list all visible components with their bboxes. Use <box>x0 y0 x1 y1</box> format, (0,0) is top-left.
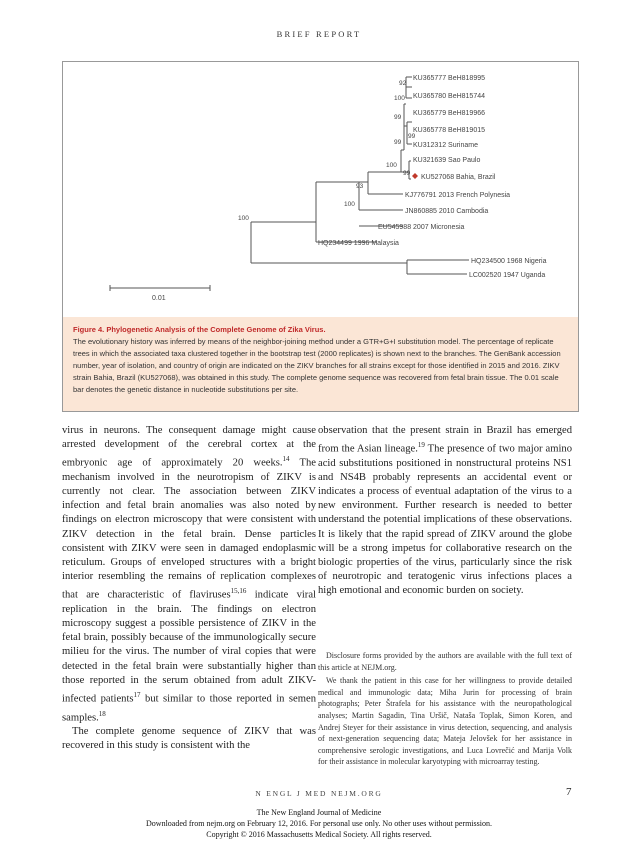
phylogenetic-tree <box>63 62 578 317</box>
bootstrap-value: 99 <box>394 139 402 146</box>
bootstrap-value: 100 <box>344 201 355 208</box>
caption-title: Figure 4. Phylogenetic Analysis of the Complete Genome of Zika Virus. <box>73 325 326 334</box>
bootstrap-value: 99 <box>408 133 416 140</box>
taxon-label: KU365778 BeH819015 <box>413 127 486 134</box>
bootstrap-value: 92 <box>399 80 407 87</box>
caption-body: The evolutionary history was inferred by means of the neighbor-joining method under a GTR+G+I substitution model. The percentage of replicate trees in which the associated taxa clustered together in the bootstrap test (2000 replicates) is shown next to the branches. The GenBank accession number, year of isolation, and country of origin are indicated on the ZIKV branches for all strains except for those identified in 2015 and 2016. ZIKV strain Bahia, Brazil (KU527068), was obtained in this study. The complete genome sequence was recovered from fetal brain tissue. The 0.01 scale bar denotes the genetic distance in nucleotide substitutions per site. <box>73 337 561 394</box>
figure-caption <box>63 317 578 411</box>
journal-footer: N ENGL J MED NEJM.ORG <box>255 789 383 798</box>
taxon-label-highlight: KU527068 Bahia, Brazil <box>421 174 496 181</box>
taxon-label: KU365777 BeH818995 <box>413 75 486 82</box>
taxon-label: EU545988 2007 Micronesia <box>378 224 465 231</box>
taxon-label: HQ234499 1996 Malaysia <box>318 240 399 247</box>
acknowledgments <box>318 650 572 770</box>
taxon-label: KU365780 BeH815744 <box>413 93 486 100</box>
bootstrap-value: 100 <box>238 215 249 222</box>
bootstrap-value: 100 <box>394 95 405 102</box>
taxon-label: JN860885 2010 Cambodia <box>405 208 489 215</box>
bootstrap-value: 99 <box>403 170 411 177</box>
taxon-label: KU365779 BeH819966 <box>413 110 486 117</box>
bootstrap-value: 99 <box>394 114 402 121</box>
disclosure-note: Disclosure forms provided by the authors are available with the full text of this article at NEJM.org. <box>318 651 572 672</box>
section-header: BRIEF REPORT <box>276 29 362 39</box>
scale-bar-label: 0.01 <box>152 295 166 302</box>
legal-notice: The New England Journal of Medicine Downloaded from nejm.org on February 12, 2016. For personal use only. No other uses without permission. Copyright © 2016 Massachusetts Medical Society. All rights reserved. <box>146 808 492 839</box>
left-column <box>62 424 316 754</box>
highlight-diamond-icon <box>412 173 418 179</box>
right-column <box>318 424 572 598</box>
bootstrap-value: 93 <box>356 183 364 190</box>
paragraph: The complete genome sequence of ZIKV that was recovered in this study is consistent with the <box>62 726 316 752</box>
acknowledgment-note: We thank the patient in this case for her willingness to provide detailed medical and immunologic data; Miha Jurin for processing of brain photographs; Peter Štrafela for his assistance with the neuropathological analyses; Martin Sagadin, Tina Uršič, Nataša Toplak, Simon Koren, and Andrej Steyer for their assistance in virus detection, sequencing, and analysis of next-generation sequencing data; Mateja Jelovšek for her assistance in comprehensive serologic investigations, and Luca Lovrečić and Marija Volk for their assistance in molecular karyotyping with microarray testing. <box>318 676 572 767</box>
taxon-label: HQ234500 1968 Nigeria <box>471 258 547 265</box>
figure-4 <box>62 61 579 412</box>
paragraph: virus in neurons. The consequent damage might cause arrested development of the cerebral cortex at the embryonic age of approximately 20 weeks.$^{14}$ The mechanism involved in the neurotropism of ZIKV is currently not clear. The association between ZIKV infection and fetal brain anomalies was also noted by findings on electron microscopy that were consistent with ZIKV detection in the fetal brain. Dense particles consistent with ZIKV were seen in damaged endoplasmic reticulum. Groups of enveloped structures with a bright interior resembling the remains of replication complexes that are characteristic of flaviruses$^{15,16}$ indicate viral replication in the brain. The findings on electron microscopy suggest a possible persistence of ZIKV in the fetal brain, possibly because of the immunologically secure milieu for the virus. The number of viral copies that were detected in the fetal brain were substantially higher than those reported in the serum obtained from adult ZIKV-infected patients$^{17}$ but similar to those reported in semen samples.$^{18}$ <box>62 425 317 724</box>
page-number: 7 <box>566 786 572 798</box>
taxon-label: KJ776791 2013 French Polynesia <box>405 192 511 199</box>
taxon-label: LC002520 1947 Uganda <box>469 272 546 279</box>
paragraph: observation that the present strain in Brazil has emerged from the Asian lineage.$^{19}$ The presence of two major amino acid substitutions positioned in nonstructural proteins NS1 and NS4B probably represents an accidental event or indicates a process of eventual adaptation of the virus to a new environment. Further research is needed to better understand the potential implications of these observations. It is likely that the rapid spread of ZIKV around the globe will be a strong impetus for collaborative research on the biologic properties of the virus, particularly since the risk of neurotropic and teratogenic virus infections places a high emotional and economic burden on society. <box>318 425 572 597</box>
bootstrap-value: 100 <box>386 162 397 169</box>
taxon-label: KU312312 Suriname <box>413 142 478 149</box>
taxon-label: KU321639 Sao Paulo <box>413 157 481 164</box>
